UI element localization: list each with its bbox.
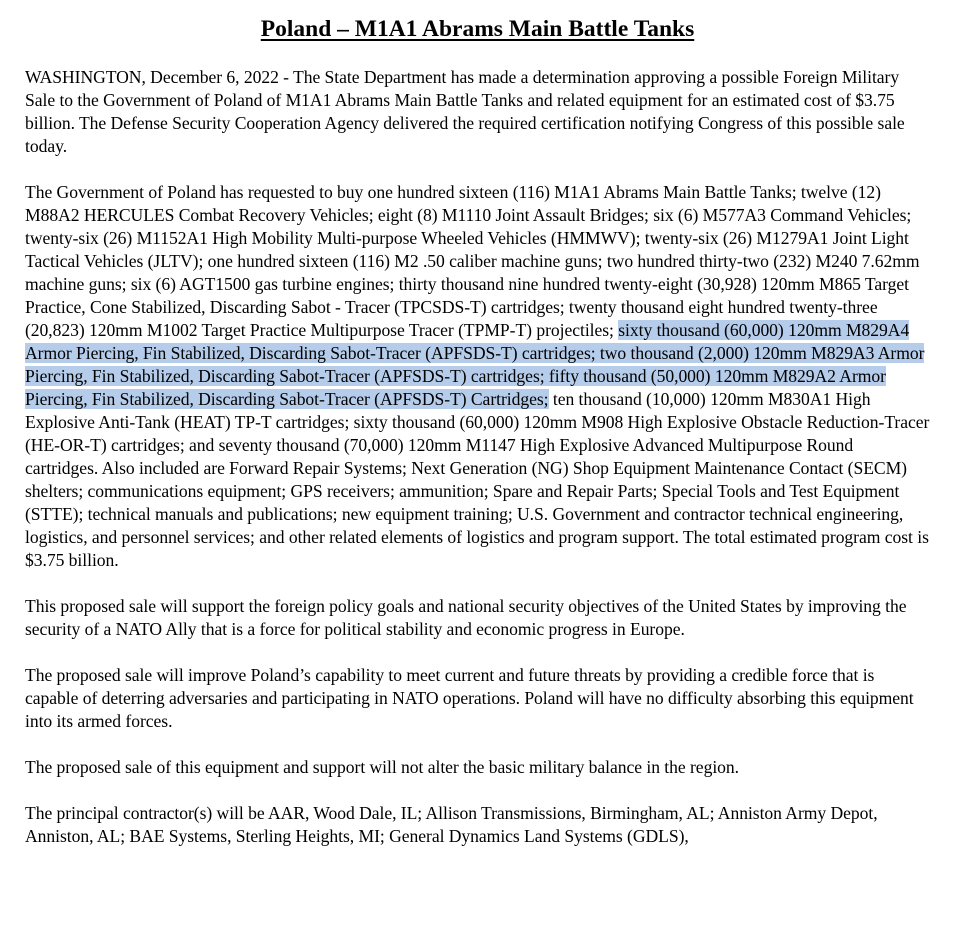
- paragraph-announcement[interactable]: WASHINGTON, December 6, 2022 - The State Department has made a determination approving a possible Foreign Military Sale to the Government of Poland of M1A1 Abrams Main Battle Tanks and related equipment for an estimated cost of $3.75 billion. The Defense Security Cooperation Agency delivered the required certification notifying Congress of this possible sale today.: [25, 67, 905, 156]
- paragraph-requested-items[interactable]: [25, 181, 930, 572]
- document-page: [25, 14, 930, 848]
- requested-items-text-before: The Government of Poland has requested to buy one hundred sixteen (116) M1A1 Abrams Main Battle Tanks; twelve (12) M88A2 HERCULES Combat Recovery Vehicles; eight (8) M1110 Joint Assault Bridges; six (6) M577A3 Command Vehicles; twenty-six (26) M1152A1 High Mobility Multi-purpose Wheeled Vehicles (HMMWV); twenty-six (26) M1279A1 Joint Light Tactical Vehicles (JLTV); one hundred sixteen (116) M2 .50 caliber machine guns; two hundred thirty-two (232) M240 7.62mm machine guns; six (6) AGT1500 gas turbine engines; thirty thousand nine hundred twenty-eight (30,928) 120mm M865 Target Practice, Cone Stabilized, Discarding Sabot - Tracer (TPCSDS-T) cartridges; twenty thousand eight hundred twenty-three (20,823) 120mm M1002 Target Practice Multipurpose Tracer (TPMP-T) projectiles;: [25, 182, 920, 340]
- selected-text-highlight[interactable]: sixty thousand (60,000) 120mm M829A4 Armor Piercing, Fin Stabilized, Discarding Sabot-Tracer (APFSDS-T) cartridges; two thousand (2,000) 120mm M829A3 Armor Piercing, Fin Stabilized, Discarding Sabot-Tracer (APFSDS-T) cartridges; fifty thousand (50,000) 120mm M829A2 Armor Piercing, Fin Stabilized, Discarding Sabot-Tracer (APFSDS-T) Cartridges;: [25, 320, 925, 409]
- paragraph-policy-goals[interactable]: This proposed sale will support the foreign policy goals and national security objectives of the United States by improving the security of a NATO Ally that is a force for political stability and economic progress in Europe.: [25, 596, 907, 639]
- paragraph-contractors[interactable]: The principal contractor(s) will be AAR, Wood Dale, IL; Allison Transmissions, Birmingham, AL; Anniston Army Depot, Anniston, AL; BAE Systems, Sterling Heights, MI; General Dynamics Land Systems (GDLS),: [25, 803, 878, 846]
- requested-items-text-after: ten thousand (10,000) 120mm M830A1 High Explosive Anti-Tank (HEAT) TP-T cartridges; sixty thousand (60,000) 120mm M908 High Explosive Obstacle Reduction-Tracer (HE-OR-T) cartridges; and seventy thousand (70,000) 120mm M1147 High Explosive Advanced Multipurpose Round cartridges. Also included are Forward Repair Systems; Next Generation (NG) Shop Equipment Maintenance Contact (SECM) shelters; communications equipment; GPS receivers; ammunition; Spare and Repair Parts; Special Tools and Test Equipment (STTE); technical manuals and publications; new equipment training; U.S. Government and contractor technical engineering, logistics, and personnel services; and other related elements of logistics and program support. The total estimated program cost is $3.75 billion.: [25, 389, 930, 570]
- document-title-text: Poland – M1A1 Abrams Main Battle Tanks: [260, 16, 695, 42]
- document-title: [25, 14, 930, 44]
- paragraph-capability[interactable]: The proposed sale will improve Poland’s capability to meet current and future threats by providing a credible force that is capable of deterring adversaries and participating in NATO operations. Poland will have no difficulty absorbing this equipment into its armed forces.: [25, 665, 914, 731]
- paragraph-military-balance[interactable]: The proposed sale of this equipment and support will not alter the basic military balance in the region.: [25, 757, 739, 777]
